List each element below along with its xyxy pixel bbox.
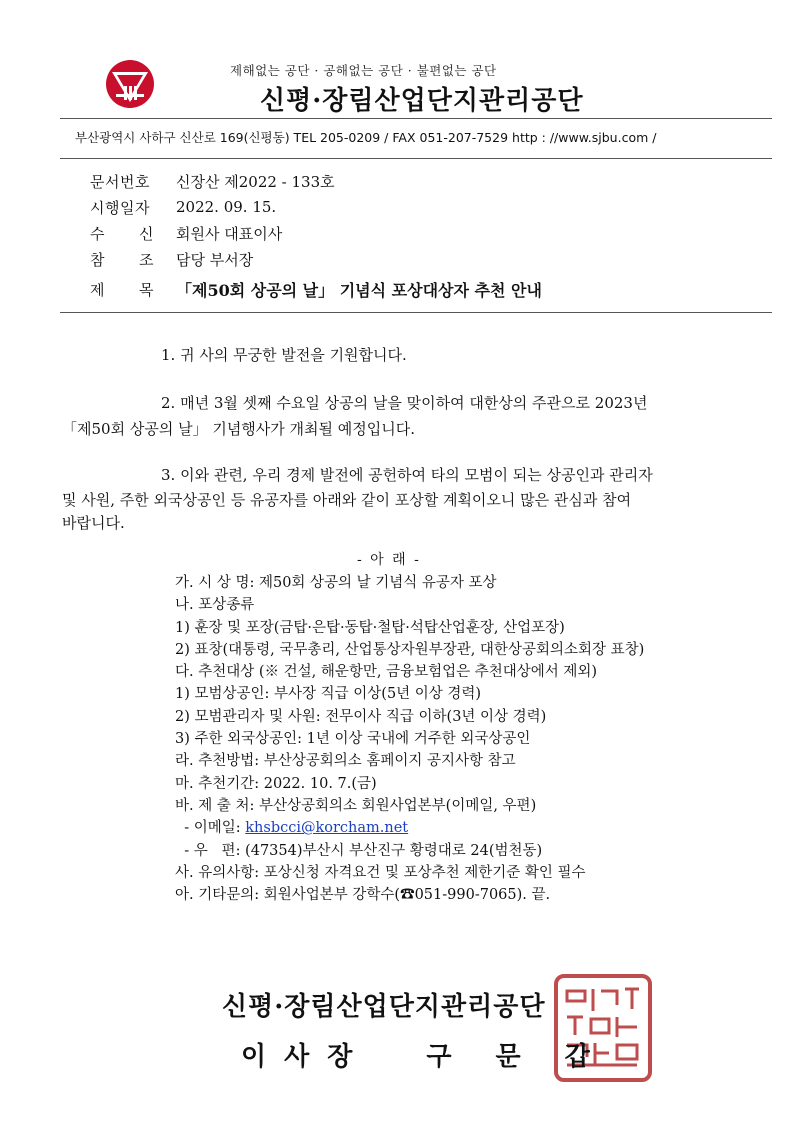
paragraph-3-line-3: 바랍니다. (62, 514, 125, 532)
meta-recipient-row (90, 220, 542, 246)
signature-name-char-2: 문 (495, 1042, 521, 1072)
header-org-name: 신평·장림산업단지관리공단 (260, 86, 584, 116)
header-divider-top (60, 118, 772, 119)
signature-name-char-1: 구 (426, 1042, 452, 1072)
annex-item-da: 다. 추천대상 (※ 건설, 해운항만, 금융보험업은 추천대상에서 제외) (175, 664, 598, 681)
annex-item-ga: 가. 시 상 명: 제50회 상공의 날 기념식 유공자 포상 (175, 575, 497, 591)
paragraph-2-line-2: 「제50회 상공의 날」 기념행사가 개최될 예정입니다. (62, 420, 416, 438)
signature-org-name: 신평·장림산업단지관리공단 (222, 992, 546, 1022)
paragraph-3-line-2: 및 사원, 주한 외국상공인 등 유공자를 아래와 같이 포상할 계획이오니 많은 관심과 참여 (62, 491, 632, 509)
document-meta (90, 168, 542, 306)
signature-title-char-3: 장 (327, 1042, 353, 1072)
email-link[interactable]: khsbcci@korcham.net (245, 820, 409, 837)
meta-ref-row (90, 246, 542, 272)
meta-subject-label: 제 목 (90, 280, 154, 299)
annex-item-da-1: 1) 모범상공인: 부사장 직급 이상(5년 이상 경력) (175, 686, 482, 703)
meta-doc-no-label: 문서번호 (90, 172, 150, 191)
signature-title-char-1: 이 (241, 1042, 267, 1072)
annex-item-na-1: 1) 훈장 및 포장(금탑·은탑·동탑·철탑·석탑산업훈장, 산업포장) (175, 619, 565, 636)
annex-item-sa: 사. 유의사항: 포상신청 자격요건 및 포상추천 제한기준 확인 필수 (175, 864, 586, 881)
meta-ref-label: 참 조 (90, 250, 154, 269)
annex-item-na-2: 2) 표창(대통령, 국무총리, 산업통상자원부장관, 대한상공회의소회장 표창) (175, 641, 645, 658)
annex-item-ma: 마. 추천기간: 2022. 10. 7.(금) (175, 775, 377, 792)
annex-item-email (175, 817, 644, 839)
meta-subject-row (90, 272, 542, 306)
paragraph-3-line-1: 3. 이와 관련, 우리 경제 발전에 공헌하여 타의 모범이 되는 상공인과 관리자 (161, 466, 653, 484)
annex-item-a: 아. 기타문의: 회원사업본부 강학수(☎051-990-7065). 끝. (175, 887, 551, 904)
meta-recipient-label: 수 신 (90, 224, 154, 243)
meta-date-row (90, 194, 542, 220)
paragraph-1: 1. 귀 사의 무궁한 발전을 기원합니다. (161, 346, 407, 364)
annex-item-post: - 우 편: (47354)부산시 부산진구 황령대로 24(범천동) (175, 842, 543, 859)
meta-date-label: 시행일자 (90, 198, 150, 217)
annex-heading: - 아 래 - (357, 552, 421, 568)
org-logo (104, 58, 156, 110)
signature-name-char-3: 갑 (564, 1042, 590, 1072)
annex-item-da-2: 2) 모범관리자 및 사원: 전무이사 직급 이하(3년 이상 경력) (175, 708, 547, 725)
meta-doc-no-row (90, 168, 542, 194)
paragraph-2-line-1: 2. 매년 3월 셋째 수요일 상공의 날을 맞이하여 대한상의 주관으로 2023년 (161, 394, 648, 412)
meta-subject: 「제50회 상공의 날」 기념식 포상대상자 추천 안내 (176, 280, 542, 300)
annex-item-ba: 바. 제 출 처: 부산상공회의소 회원사업본부(이메일, 우편) (175, 797, 537, 814)
meta-divider (60, 312, 772, 313)
annex-item-da-3: 3) 주한 외국상공인: 1년 이상 국내에 거주한 외국상공인 (175, 731, 531, 748)
meta-recipient: 회원사 대표이사 (176, 224, 283, 243)
email-prefix: - 이메일: (175, 820, 246, 837)
header-address: 부산광역시 사하구 신산로 169(신평동) TEL 205-0209 / FAX 051-207-7529 http : //www.sjbu.com / (75, 130, 657, 145)
header-divider-bottom (60, 158, 772, 159)
meta-date: 2022. 09. 15. (176, 198, 277, 216)
header-mottos: 제해없는 공단 · 공해없는 공단 · 불편없는 공단 (230, 63, 497, 78)
annex-item-na: 나. 포상종류 (175, 597, 255, 614)
meta-ref: 담당 부서장 (176, 250, 254, 269)
annex-item-ra: 라. 추천방법: 부산상공회의소 홈페이지 공지사항 참고 (175, 753, 516, 770)
annex-list (175, 572, 644, 906)
meta-doc-no: 신장산 제2022 - 133호 (176, 172, 335, 191)
signature-title (241, 1036, 590, 1073)
signature-title-char-2: 사 (284, 1042, 310, 1072)
